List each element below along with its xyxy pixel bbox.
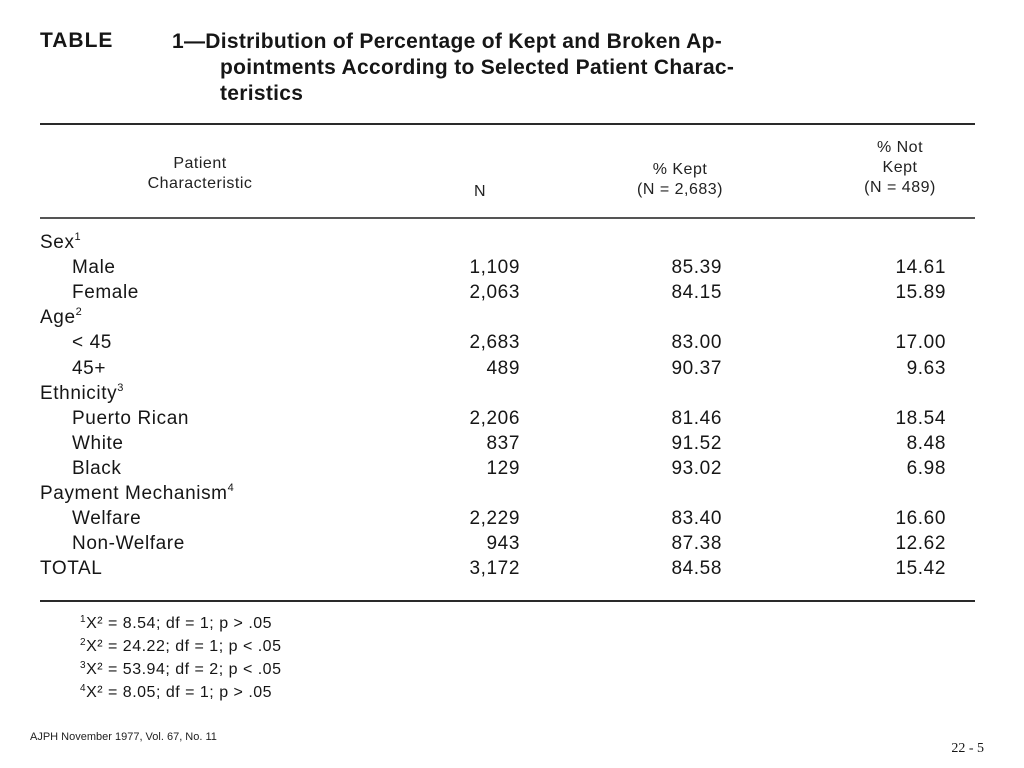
footnotes bbox=[80, 612, 281, 704]
cell-kept: 93.02 bbox=[671, 457, 722, 479]
group-row bbox=[40, 381, 975, 406]
cell-kept: 91.52 bbox=[671, 432, 722, 454]
cell-n: 943 bbox=[486, 533, 520, 555]
table-bottom-rule bbox=[40, 600, 975, 602]
header-text: (N = 2,683) bbox=[637, 181, 723, 198]
table-row bbox=[40, 255, 975, 280]
table-row bbox=[40, 280, 975, 305]
table-caption bbox=[172, 29, 982, 107]
row-label-text: Age bbox=[40, 307, 76, 329]
cell-kept: 90.37 bbox=[671, 357, 722, 379]
row-label bbox=[40, 556, 102, 581]
row-label-text: Non-Welfare bbox=[72, 533, 185, 555]
cell-kept: 85.39 bbox=[671, 257, 722, 279]
cell-not-kept: 6.98 bbox=[906, 457, 946, 479]
cell-not-kept: 18.54 bbox=[895, 407, 946, 429]
cell-kept: 84.58 bbox=[671, 558, 722, 580]
footnote bbox=[80, 612, 281, 635]
footnote bbox=[80, 681, 281, 704]
row-label bbox=[72, 531, 185, 556]
footnote bbox=[80, 658, 281, 681]
table-label: TABLE bbox=[40, 29, 114, 52]
footnote-ref: 2 bbox=[75, 306, 83, 319]
table-top-rule bbox=[40, 123, 975, 125]
row-label-text: Male bbox=[72, 257, 116, 279]
row-label bbox=[72, 255, 116, 280]
cell-not-kept: 12.62 bbox=[895, 533, 946, 555]
row-label bbox=[40, 305, 82, 330]
header-text: Patient bbox=[173, 155, 227, 172]
table-row bbox=[40, 406, 975, 431]
header-percent-kept bbox=[590, 160, 770, 200]
header-patient-characteristic bbox=[100, 154, 300, 194]
row-label-text: White bbox=[72, 432, 124, 454]
header-text: Kept bbox=[882, 159, 918, 176]
table-row bbox=[40, 356, 975, 381]
footnote-text: X² = 53.94; df = 2; p < .05 bbox=[86, 661, 282, 678]
cell-not-kept: 15.89 bbox=[895, 282, 946, 304]
row-label bbox=[72, 406, 189, 431]
header-n bbox=[440, 182, 520, 202]
group-row bbox=[40, 481, 975, 506]
row-label-text: Sex bbox=[40, 232, 75, 253]
footnote-mark: 3 bbox=[80, 660, 87, 671]
header-rule bbox=[40, 217, 975, 219]
footnote-ref: 4 bbox=[227, 482, 235, 494]
cell-n: 837 bbox=[486, 432, 520, 454]
row-label bbox=[40, 230, 81, 255]
cell-not-kept: 16.60 bbox=[895, 508, 946, 530]
row-label-text: Black bbox=[72, 457, 122, 479]
row-label bbox=[40, 381, 124, 406]
row-label bbox=[72, 280, 139, 305]
cell-kept: 87.38 bbox=[671, 533, 722, 555]
row-label bbox=[72, 356, 106, 381]
source-citation: AJPH November 1977, Vol. 67, No. 11 bbox=[30, 731, 217, 743]
footnote-ref: 1 bbox=[74, 231, 82, 243]
caption-line: 1—Distribution of Percentage of Kept and Broken Ap- bbox=[172, 30, 723, 53]
group-row bbox=[40, 305, 975, 330]
group-row bbox=[40, 230, 975, 255]
cell-n: 2,683 bbox=[469, 332, 520, 354]
footnote-mark: 1 bbox=[80, 614, 87, 625]
footnote bbox=[80, 635, 281, 658]
row-label bbox=[72, 330, 112, 355]
row-label-text: TOTAL bbox=[40, 558, 103, 580]
header-text: Characteristic bbox=[147, 175, 253, 192]
page-number: 22 - 5 bbox=[951, 741, 984, 756]
footnote-mark: 2 bbox=[80, 637, 87, 648]
row-label bbox=[72, 456, 121, 481]
table-row bbox=[40, 531, 975, 556]
cell-n: 2,229 bbox=[469, 508, 520, 530]
caption-line: teristics bbox=[220, 82, 304, 105]
row-label-text: Payment Mechanism bbox=[40, 483, 228, 504]
row-label-text: Female bbox=[72, 282, 139, 304]
header-text: N bbox=[473, 183, 487, 200]
header-text: % Not bbox=[876, 139, 924, 156]
cell-kept: 83.00 bbox=[671, 332, 722, 354]
footnote-text: X² = 8.05; df = 1; p > .05 bbox=[86, 684, 273, 701]
cell-kept: 81.46 bbox=[671, 407, 722, 429]
row-label-text: < 45 bbox=[72, 332, 112, 354]
row-label-text: Ethnicity bbox=[40, 382, 118, 404]
header-percent-not-kept bbox=[820, 138, 980, 198]
cell-n: 489 bbox=[486, 357, 520, 379]
cell-not-kept: 17.00 bbox=[895, 332, 946, 354]
cell-not-kept: 8.48 bbox=[906, 432, 946, 454]
row-label-text: Welfare bbox=[72, 508, 142, 530]
row-label-text: Puerto Rican bbox=[72, 407, 190, 429]
table-row bbox=[40, 456, 975, 481]
cell-n: 129 bbox=[486, 457, 520, 479]
header-text: (N = 489) bbox=[864, 179, 936, 196]
table-row bbox=[40, 431, 975, 456]
cell-n: 2,063 bbox=[469, 282, 520, 304]
cell-kept: 83.40 bbox=[671, 508, 722, 530]
footnote-text: X² = 24.22; df = 1; p < .05 bbox=[86, 638, 282, 655]
cell-n: 1,109 bbox=[469, 257, 520, 279]
cell-n: 2,206 bbox=[469, 407, 520, 429]
cell-not-kept: 15.42 bbox=[895, 558, 946, 580]
table-row bbox=[40, 506, 975, 531]
cell-not-kept: 9.63 bbox=[906, 357, 946, 379]
footnote-mark: 4 bbox=[80, 683, 87, 694]
row-label bbox=[72, 431, 124, 456]
caption-line: pointments According to Selected Patient Charac- bbox=[220, 56, 735, 79]
footnote-ref: 3 bbox=[117, 381, 124, 394]
row-label bbox=[72, 506, 141, 531]
row-label bbox=[40, 481, 234, 506]
table-row bbox=[40, 330, 975, 355]
total-row bbox=[40, 556, 975, 581]
row-label-text: 45+ bbox=[72, 357, 107, 379]
cell-n: 3,172 bbox=[469, 558, 520, 580]
cell-not-kept: 14.61 bbox=[895, 257, 946, 279]
cell-kept: 84.15 bbox=[671, 282, 722, 304]
footnote-text: X² = 8.54; df = 1; p > .05 bbox=[86, 615, 273, 632]
header-text: % Kept bbox=[652, 161, 708, 178]
